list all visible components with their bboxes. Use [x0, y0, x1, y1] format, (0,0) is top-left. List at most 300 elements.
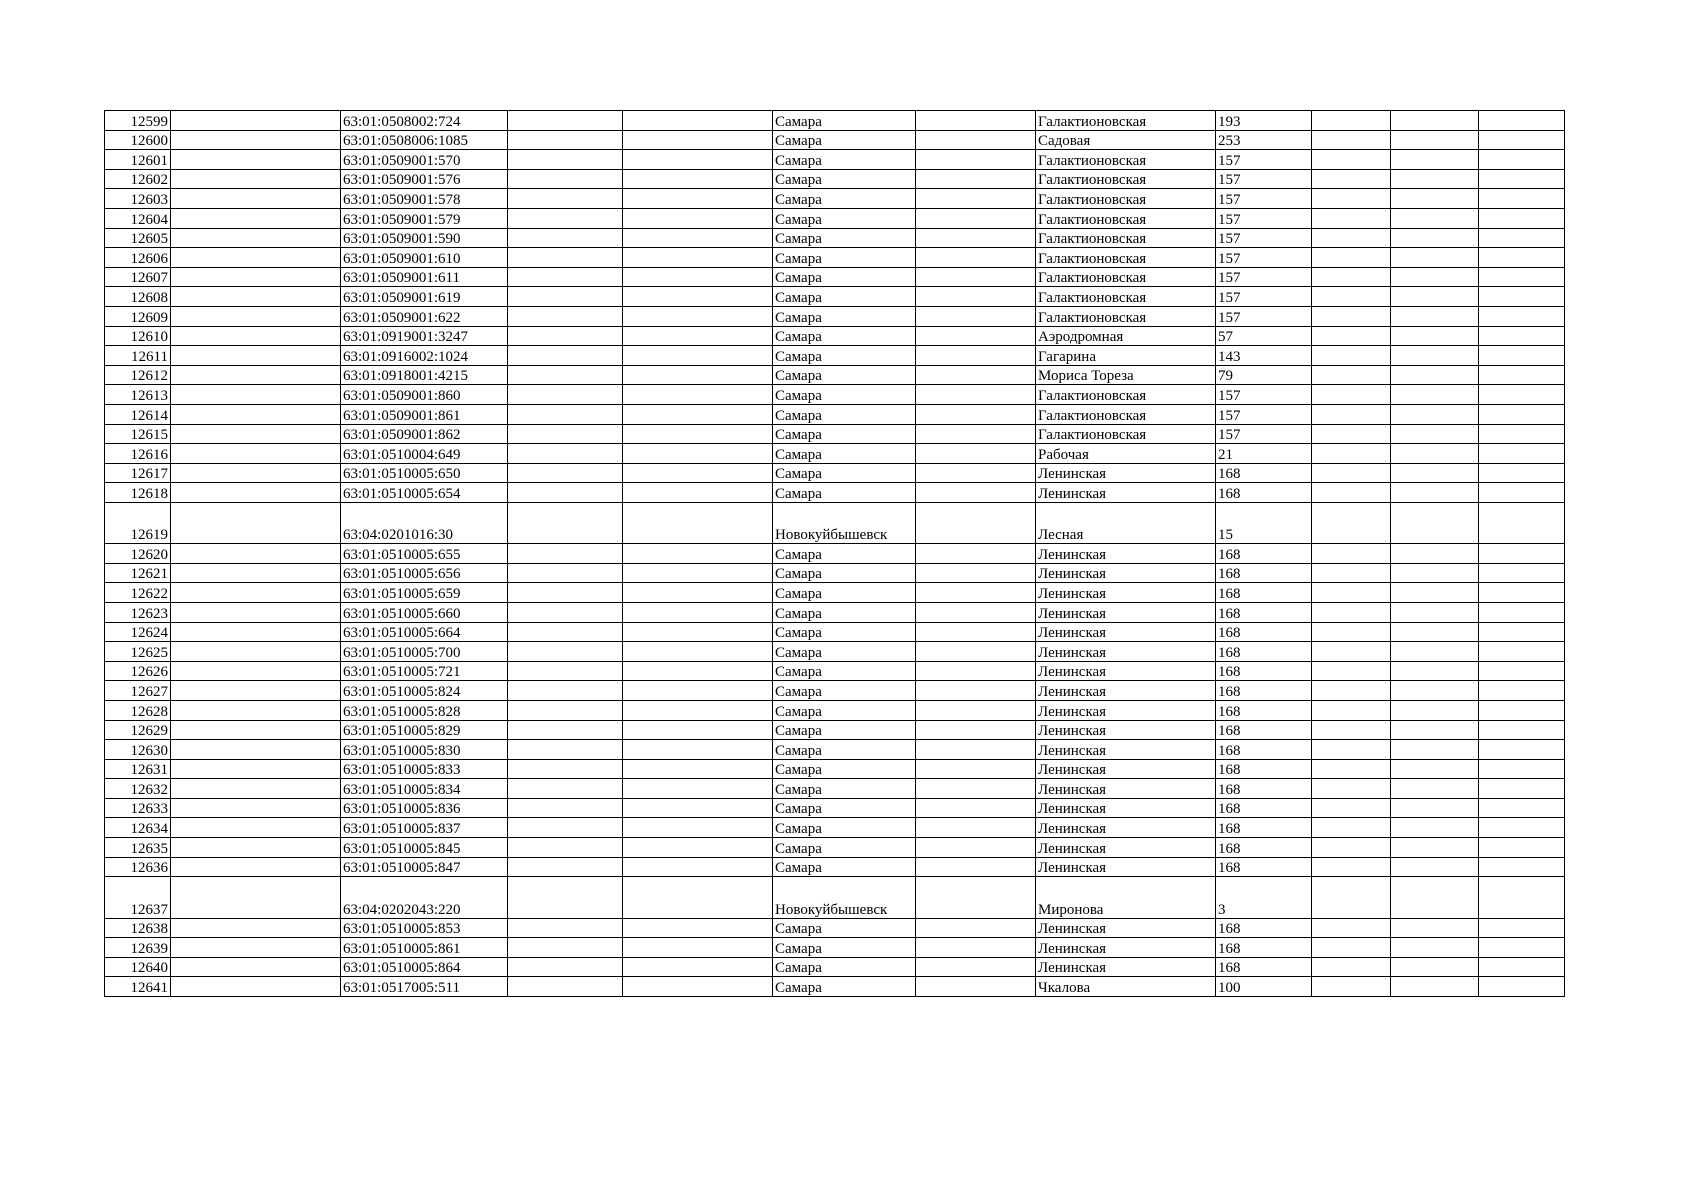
row-number-cell: 12620: [105, 544, 171, 564]
city-cell: Самара: [773, 681, 916, 701]
blank-col-4-cell: [508, 287, 623, 307]
blank-col-4-cell: [508, 838, 623, 858]
blank-col-5-cell: [623, 583, 773, 603]
cadastral-number-cell: 63:01:0510005:828: [341, 700, 508, 720]
blank-col-12-cell: [1479, 463, 1565, 483]
blank-col-10-cell: [1312, 818, 1391, 838]
blank-col-12-cell: [1479, 189, 1565, 209]
city-cell: Новокуйбышевск: [773, 877, 916, 918]
blank-col-5-cell: [623, 700, 773, 720]
blank-col-2-cell: [171, 779, 341, 799]
blank-col-5-cell: [623, 130, 773, 150]
blank-col-7-cell: [916, 877, 1036, 918]
house-number-cell: 157: [1216, 169, 1312, 189]
cadastral-number-cell: 63:01:0918001:4215: [341, 365, 508, 385]
blank-col-10-cell: [1312, 483, 1391, 503]
row-number-cell: 12619: [105, 502, 171, 543]
blank-col-11-cell: [1391, 544, 1479, 564]
street-cell: Ленинская: [1036, 544, 1216, 564]
row-number-cell: 12600: [105, 130, 171, 150]
blank-col-5-cell: [623, 918, 773, 938]
blank-col-2-cell: [171, 248, 341, 268]
blank-col-11-cell: [1391, 502, 1479, 543]
blank-col-7-cell: [916, 838, 1036, 858]
blank-col-7-cell: [916, 130, 1036, 150]
street-cell: Ленинская: [1036, 483, 1216, 503]
blank-col-4-cell: [508, 720, 623, 740]
blank-col-10-cell: [1312, 404, 1391, 424]
blank-col-5-cell: [623, 346, 773, 366]
blank-col-4-cell: [508, 306, 623, 326]
city-cell: Самара: [773, 424, 916, 444]
blank-col-11-cell: [1391, 877, 1479, 918]
blank-col-4-cell: [508, 642, 623, 662]
blank-col-2-cell: [171, 720, 341, 740]
blank-col-10-cell: [1312, 700, 1391, 720]
street-cell: Ленинская: [1036, 720, 1216, 740]
house-number-cell: 168: [1216, 818, 1312, 838]
house-number-cell: 168: [1216, 463, 1312, 483]
blank-col-4-cell: [508, 404, 623, 424]
blank-col-10-cell: [1312, 563, 1391, 583]
table-row: [105, 977, 1565, 997]
blank-col-4-cell: [508, 189, 623, 209]
row-number-cell: 12639: [105, 938, 171, 958]
blank-col-12-cell: [1479, 838, 1565, 858]
blank-col-11-cell: [1391, 779, 1479, 799]
blank-col-10-cell: [1312, 267, 1391, 287]
house-number-cell: 168: [1216, 583, 1312, 603]
blank-col-5-cell: [623, 938, 773, 958]
city-cell: Самара: [773, 957, 916, 977]
cadastral-number-cell: 63:01:0509001:570: [341, 150, 508, 170]
blank-col-2-cell: [171, 267, 341, 287]
row-number-cell: 12627: [105, 681, 171, 701]
blank-col-11-cell: [1391, 463, 1479, 483]
street-cell: Галактионовская: [1036, 306, 1216, 326]
cadastral-number-cell: 63:01:0510005:834: [341, 779, 508, 799]
blank-col-4-cell: [508, 877, 623, 918]
blank-col-5-cell: [623, 622, 773, 642]
blank-col-7-cell: [916, 385, 1036, 405]
blank-col-12-cell: [1479, 957, 1565, 977]
blank-col-11-cell: [1391, 977, 1479, 997]
city-cell: Самара: [773, 977, 916, 997]
blank-col-10-cell: [1312, 502, 1391, 543]
house-number-cell: 168: [1216, 563, 1312, 583]
house-number-cell: 168: [1216, 759, 1312, 779]
blank-col-2-cell: [171, 700, 341, 720]
street-cell: Ленинская: [1036, 798, 1216, 818]
blank-col-5-cell: [623, 365, 773, 385]
street-cell: Ленинская: [1036, 602, 1216, 622]
city-cell: Самара: [773, 326, 916, 346]
house-number-cell: 168: [1216, 838, 1312, 858]
city-cell: Самара: [773, 150, 916, 170]
table-row: [105, 759, 1565, 779]
city-cell: Самара: [773, 130, 916, 150]
blank-col-12-cell: [1479, 502, 1565, 543]
house-number-cell: 21: [1216, 444, 1312, 464]
cadastral-number-cell: 63:01:0510005:650: [341, 463, 508, 483]
blank-col-5-cell: [623, 248, 773, 268]
row-number-cell: 12635: [105, 838, 171, 858]
blank-col-7-cell: [916, 563, 1036, 583]
blank-col-5-cell: [623, 189, 773, 209]
blank-col-10-cell: [1312, 346, 1391, 366]
blank-col-12-cell: [1479, 918, 1565, 938]
street-cell: Галактионовская: [1036, 228, 1216, 248]
blank-col-11-cell: [1391, 740, 1479, 760]
city-cell: Новокуйбышевск: [773, 502, 916, 543]
blank-col-10-cell: [1312, 779, 1391, 799]
street-cell: Садовая: [1036, 130, 1216, 150]
blank-col-2-cell: [171, 957, 341, 977]
blank-col-12-cell: [1479, 287, 1565, 307]
cadastral-number-cell: 63:01:0510005:659: [341, 583, 508, 603]
blank-col-7-cell: [916, 287, 1036, 307]
blank-col-5-cell: [623, 759, 773, 779]
blank-col-4-cell: [508, 502, 623, 543]
blank-col-11-cell: [1391, 798, 1479, 818]
row-number-cell: 12613: [105, 385, 171, 405]
row-number-cell: 12623: [105, 602, 171, 622]
blank-col-12-cell: [1479, 563, 1565, 583]
blank-col-11-cell: [1391, 700, 1479, 720]
table-row: [105, 681, 1565, 701]
blank-col-4-cell: [508, 857, 623, 877]
house-number-cell: 157: [1216, 306, 1312, 326]
blank-col-2-cell: [171, 583, 341, 603]
blank-col-7-cell: [916, 306, 1036, 326]
house-number-cell: 157: [1216, 228, 1312, 248]
blank-col-12-cell: [1479, 111, 1565, 131]
street-cell: Ленинская: [1036, 700, 1216, 720]
row-number-cell: 12610: [105, 326, 171, 346]
table-row: [105, 938, 1565, 958]
blank-col-7-cell: [916, 346, 1036, 366]
cadastral-number-cell: 63:01:0510005:721: [341, 661, 508, 681]
table-row: [105, 583, 1565, 603]
table-row: [105, 957, 1565, 977]
house-number-cell: 168: [1216, 857, 1312, 877]
blank-col-5-cell: [623, 602, 773, 622]
blank-col-10-cell: [1312, 759, 1391, 779]
blank-col-7-cell: [916, 111, 1036, 131]
blank-col-5-cell: [623, 681, 773, 701]
cadastral-number-cell: 63:04:0202043:220: [341, 877, 508, 918]
blank-col-5-cell: [623, 150, 773, 170]
blank-col-7-cell: [916, 365, 1036, 385]
blank-col-4-cell: [508, 228, 623, 248]
table-row: [105, 544, 1565, 564]
row-number-cell: 12632: [105, 779, 171, 799]
table-row: [105, 169, 1565, 189]
blank-col-2-cell: [171, 385, 341, 405]
blank-col-7-cell: [916, 857, 1036, 877]
blank-col-10-cell: [1312, 169, 1391, 189]
blank-col-2-cell: [171, 404, 341, 424]
blank-col-7-cell: [916, 208, 1036, 228]
house-number-cell: 57: [1216, 326, 1312, 346]
blank-col-12-cell: [1479, 779, 1565, 799]
house-number-cell: 193: [1216, 111, 1312, 131]
blank-col-2-cell: [171, 346, 341, 366]
blank-col-4-cell: [508, 267, 623, 287]
cadastral-number-cell: 63:01:0916002:1024: [341, 346, 508, 366]
city-cell: Самара: [773, 306, 916, 326]
street-cell: Ленинская: [1036, 957, 1216, 977]
blank-col-4-cell: [508, 444, 623, 464]
blank-col-12-cell: [1479, 267, 1565, 287]
table-row: [105, 228, 1565, 248]
table-row: [105, 818, 1565, 838]
blank-col-2-cell: [171, 483, 341, 503]
blank-col-12-cell: [1479, 740, 1565, 760]
blank-col-4-cell: [508, 740, 623, 760]
street-cell: Лесная: [1036, 502, 1216, 543]
blank-col-4-cell: [508, 544, 623, 564]
blank-col-12-cell: [1479, 130, 1565, 150]
blank-col-12-cell: [1479, 798, 1565, 818]
cadastral-number-cell: 63:01:0508002:724: [341, 111, 508, 131]
blank-col-11-cell: [1391, 111, 1479, 131]
blank-col-11-cell: [1391, 563, 1479, 583]
row-number-cell: 12626: [105, 661, 171, 681]
blank-col-7-cell: [916, 404, 1036, 424]
blank-col-10-cell: [1312, 150, 1391, 170]
blank-col-2-cell: [171, 661, 341, 681]
table-row: [105, 150, 1565, 170]
row-number-cell: 12604: [105, 208, 171, 228]
blank-col-4-cell: [508, 977, 623, 997]
table-row: [105, 779, 1565, 799]
house-number-cell: 168: [1216, 544, 1312, 564]
table-row: [105, 346, 1565, 366]
street-cell: Ленинская: [1036, 681, 1216, 701]
blank-col-5-cell: [623, 404, 773, 424]
table-row: [105, 918, 1565, 938]
blank-col-11-cell: [1391, 228, 1479, 248]
cadastral-number-cell: 63:01:0510005:845: [341, 838, 508, 858]
house-number-cell: 168: [1216, 740, 1312, 760]
blank-col-4-cell: [508, 365, 623, 385]
blank-col-4-cell: [508, 798, 623, 818]
house-number-cell: 168: [1216, 642, 1312, 662]
blank-col-10-cell: [1312, 877, 1391, 918]
street-cell: Гагарина: [1036, 346, 1216, 366]
blank-col-12-cell: [1479, 877, 1565, 918]
blank-col-4-cell: [508, 779, 623, 799]
table-row: [105, 385, 1565, 405]
blank-col-11-cell: [1391, 248, 1479, 268]
blank-col-2-cell: [171, 918, 341, 938]
blank-col-4-cell: [508, 483, 623, 503]
blank-col-2-cell: [171, 563, 341, 583]
table-row: [105, 877, 1565, 918]
blank-col-4-cell: [508, 150, 623, 170]
blank-col-11-cell: [1391, 287, 1479, 307]
blank-col-2-cell: [171, 977, 341, 997]
blank-col-7-cell: [916, 681, 1036, 701]
street-cell: Галактионовская: [1036, 111, 1216, 131]
cadastral-number-cell: 63:01:0510004:649: [341, 444, 508, 464]
blank-col-11-cell: [1391, 404, 1479, 424]
blank-col-2-cell: [171, 169, 341, 189]
row-number-cell: 12637: [105, 877, 171, 918]
house-number-cell: 168: [1216, 483, 1312, 503]
blank-col-11-cell: [1391, 957, 1479, 977]
table-row: [105, 622, 1565, 642]
row-number-cell: 12624: [105, 622, 171, 642]
blank-col-5-cell: [623, 287, 773, 307]
row-number-cell: 12602: [105, 169, 171, 189]
city-cell: Самара: [773, 563, 916, 583]
blank-col-10-cell: [1312, 798, 1391, 818]
blank-col-7-cell: [916, 248, 1036, 268]
table-row: [105, 189, 1565, 209]
blank-col-4-cell: [508, 661, 623, 681]
blank-col-7-cell: [916, 602, 1036, 622]
blank-col-2-cell: [171, 838, 341, 858]
street-cell: Ленинская: [1036, 583, 1216, 603]
city-cell: Самара: [773, 857, 916, 877]
blank-col-4-cell: [508, 463, 623, 483]
blank-col-11-cell: [1391, 326, 1479, 346]
blank-col-5-cell: [623, 444, 773, 464]
blank-col-5-cell: [623, 977, 773, 997]
blank-col-10-cell: [1312, 463, 1391, 483]
blank-col-7-cell: [916, 463, 1036, 483]
blank-col-10-cell: [1312, 642, 1391, 662]
blank-col-12-cell: [1479, 424, 1565, 444]
blank-col-12-cell: [1479, 857, 1565, 877]
blank-col-11-cell: [1391, 150, 1479, 170]
blank-col-10-cell: [1312, 111, 1391, 131]
city-cell: Самара: [773, 404, 916, 424]
street-cell: Ленинская: [1036, 740, 1216, 760]
blank-col-7-cell: [916, 326, 1036, 346]
blank-col-2-cell: [171, 150, 341, 170]
blank-col-4-cell: [508, 248, 623, 268]
city-cell: Самара: [773, 838, 916, 858]
row-number-cell: 12634: [105, 818, 171, 838]
cadastral-number-cell: 63:01:0510005:847: [341, 857, 508, 877]
cadastral-number-cell: 63:01:0509001:622: [341, 306, 508, 326]
blank-col-5-cell: [623, 483, 773, 503]
blank-col-2-cell: [171, 740, 341, 760]
blank-col-4-cell: [508, 208, 623, 228]
cadastral-number-cell: 63:01:0510005:829: [341, 720, 508, 740]
blank-col-5-cell: [623, 957, 773, 977]
blank-col-11-cell: [1391, 602, 1479, 622]
blank-col-12-cell: [1479, 681, 1565, 701]
blank-col-5-cell: [623, 877, 773, 918]
cadastral-number-cell: 63:01:0510005:654: [341, 483, 508, 503]
blank-col-2-cell: [171, 365, 341, 385]
blank-col-12-cell: [1479, 228, 1565, 248]
blank-col-5-cell: [623, 424, 773, 444]
city-cell: Самара: [773, 189, 916, 209]
cadastral-number-cell: 63:01:0509001:578: [341, 189, 508, 209]
city-cell: Самара: [773, 287, 916, 307]
blank-col-5-cell: [623, 642, 773, 662]
blank-col-10-cell: [1312, 365, 1391, 385]
blank-col-4-cell: [508, 957, 623, 977]
blank-col-5-cell: [623, 720, 773, 740]
house-number-cell: 253: [1216, 130, 1312, 150]
table-row: [105, 700, 1565, 720]
row-number-cell: 12638: [105, 918, 171, 938]
blank-col-7-cell: [916, 483, 1036, 503]
blank-col-7-cell: [916, 798, 1036, 818]
table-row: [105, 326, 1565, 346]
blank-col-4-cell: [508, 602, 623, 622]
street-cell: Галактионовская: [1036, 248, 1216, 268]
street-cell: Ленинская: [1036, 563, 1216, 583]
house-number-cell: 157: [1216, 248, 1312, 268]
street-cell: Галактионовская: [1036, 404, 1216, 424]
blank-col-5-cell: [623, 208, 773, 228]
blank-col-2-cell: [171, 228, 341, 248]
street-cell: Аэродромная: [1036, 326, 1216, 346]
table-row: [105, 661, 1565, 681]
table-row: [105, 563, 1565, 583]
blank-col-5-cell: [623, 544, 773, 564]
city-cell: Самара: [773, 740, 916, 760]
blank-col-12-cell: [1479, 346, 1565, 366]
blank-col-12-cell: [1479, 544, 1565, 564]
blank-col-5-cell: [623, 169, 773, 189]
cadastral-number-cell: 63:01:0509001:862: [341, 424, 508, 444]
blank-col-12-cell: [1479, 818, 1565, 838]
blank-col-2-cell: [171, 189, 341, 209]
city-cell: Самара: [773, 346, 916, 366]
blank-col-5-cell: [623, 228, 773, 248]
house-number-cell: 100: [1216, 977, 1312, 997]
row-number-cell: 12614: [105, 404, 171, 424]
blank-col-7-cell: [916, 502, 1036, 543]
blank-col-2-cell: [171, 681, 341, 701]
row-number-cell: 12629: [105, 720, 171, 740]
row-number-cell: 12612: [105, 365, 171, 385]
house-number-cell: 15: [1216, 502, 1312, 543]
row-number-cell: 12622: [105, 583, 171, 603]
cadastral-number-cell: 63:04:0201016:30: [341, 502, 508, 543]
street-cell: Рабочая: [1036, 444, 1216, 464]
blank-col-7-cell: [916, 977, 1036, 997]
city-cell: Самара: [773, 622, 916, 642]
city-cell: Самара: [773, 720, 916, 740]
blank-col-10-cell: [1312, 977, 1391, 997]
house-number-cell: 168: [1216, 918, 1312, 938]
street-cell: Галактионовская: [1036, 208, 1216, 228]
street-cell: Галактионовская: [1036, 267, 1216, 287]
row-number-cell: 12636: [105, 857, 171, 877]
blank-col-12-cell: [1479, 602, 1565, 622]
blank-col-10-cell: [1312, 444, 1391, 464]
table-body: [105, 111, 1565, 997]
blank-col-11-cell: [1391, 857, 1479, 877]
blank-col-12-cell: [1479, 306, 1565, 326]
blank-col-5-cell: [623, 385, 773, 405]
blank-col-11-cell: [1391, 622, 1479, 642]
row-number-cell: 12605: [105, 228, 171, 248]
street-cell: Галактионовская: [1036, 150, 1216, 170]
city-cell: Самара: [773, 169, 916, 189]
blank-col-7-cell: [916, 918, 1036, 938]
row-number-cell: 12615: [105, 424, 171, 444]
